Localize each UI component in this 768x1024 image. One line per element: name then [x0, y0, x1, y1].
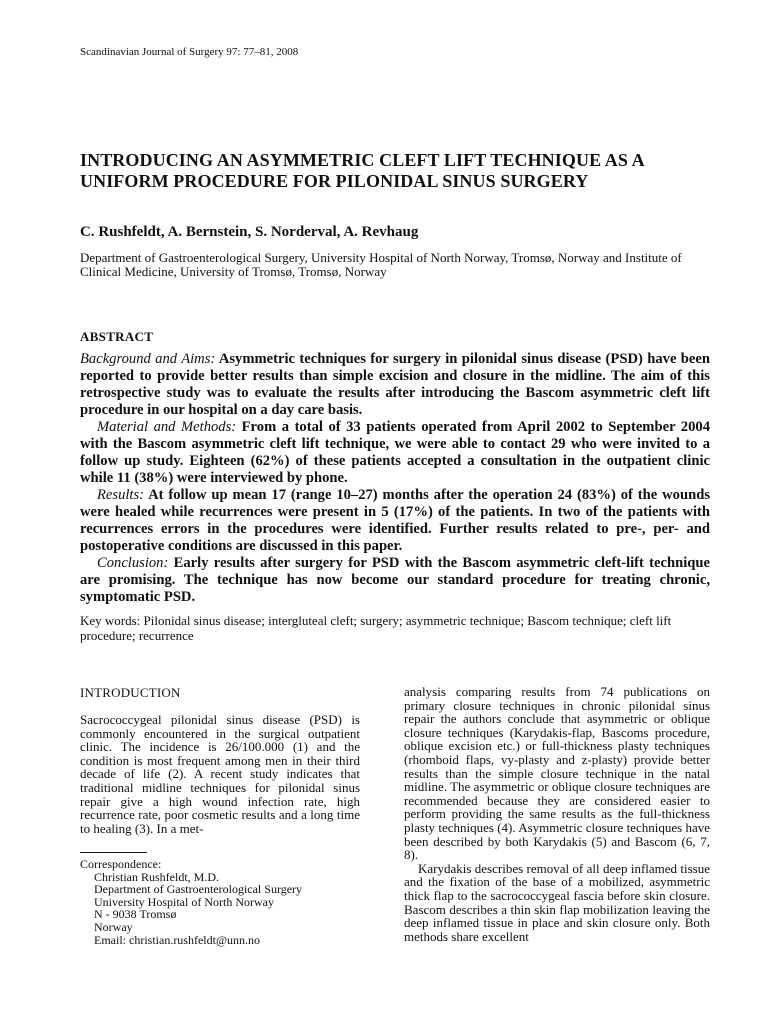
article-title: INTRODUCING AN ASYMMETRIC CLEFT LIFT TECHNIQUE AS A UNIFORM PROCEDURE FOR PILONIDAL SINUS SURGERY — [80, 150, 644, 191]
correspondence-line: Norway — [94, 919, 133, 934]
journal-reference: Scandinavian Journal of Surgery 97: 77–81, 2008 — [80, 46, 299, 58]
author-list: C. Rushfeldt, A. Bernstein, S. Norderval, A. Revhaug — [80, 224, 419, 240]
abstract-text: Early results after surgery for PSD with the Bascom asymmetric cleft-lift technique are promising. The technique has now become our standard procedure for treating chronic, symptomatic PSD. — [80, 555, 710, 605]
abstract-body — [80, 351, 710, 606]
footnote-divider — [80, 852, 147, 853]
correspondence-line: University Hospital of North Norway — [94, 894, 274, 909]
abstract-text: From a total of 33 patients operated from April 2002 to September 2004 with the Bascom asymmetric cleft lift technique, we were able to contact 29 who were invited to a follow up study. Eighteen (62%) of these patients accepted a consultation in the outpatient clinic while 11 (38%) were interviewed by phone. — [80, 419, 710, 486]
correspondence-email: Email: christian.rushfeldt@unn.no — [94, 932, 261, 947]
abstract-text: At follow up mean 17 (range 10–27) months after the operation 24 (83%) of the wounds were healed while recurrences were present in 5 (17%) of the patients. In two of the patients with recurrences errors in the procedures were identified. Further results related to pre-, per- and postoperative conditions are discussed in this paper. — [80, 487, 710, 554]
abstract-conclusion — [80, 555, 710, 606]
abstract-heading: ABSTRACT — [80, 329, 154, 344]
body-paragraph: Karydakis describes removal of all deep inflamed tissue and the fixation of the base of a mobilized, asymmetric thick flap to the sacrococcygeal fascia before skin closure. Bascom describes a thin skin flap mobilization leaving the deep inflamed tissue in place and skin closure only. Both methods share excellent — [404, 860, 710, 944]
abstract-label: Results: — [97, 487, 145, 503]
keywords: Key words: Pilonidal sinus disease; intergluteal cleft; surgery; asymmetric technique; Bascom technique; cleft lift procedure; recurrence — [80, 613, 672, 643]
correspondence-line: N - 9038 Tromsø — [94, 907, 177, 922]
abstract-text: Asymmetric techniques for surgery in pilonidal sinus disease (PSD) have been reported to provide better results than simple excision and closure in the midline. The aim of this retrospective study was to evaluate the results after introducing the Bascom asymmetric cleft lift procedure in our hospital on a day care basis. — [80, 351, 710, 418]
correspondence-block — [80, 858, 370, 946]
body-paragraph: analysis comparing results from 74 publications on primary closure techniques in chronic pilonidal sinus repair the authors conclude that asymmetric or oblique closure techniques (Karydakis-flap, Bascoms procedure, oblique excision etc.) or full-thickness plasty techniques (rhomboid flaps, vy-plasty and z-plasty) provide better results than the simple closure technique in the natal midline. The asymmetric or oblique closure techniques are recommended because they are considered easier to perform providing the same results as the full-thickness plasty techniques (4). Asymmetric closure techniques have been described by both Karydakis (5) and Bascom (6, 7, 8). — [404, 684, 710, 863]
abstract-results — [80, 487, 710, 555]
introduction-heading: INTRODUCTION — [80, 685, 181, 700]
abstract-methods — [80, 419, 710, 487]
correspondence-line: Department of Gastroenterological Surgery — [94, 882, 303, 897]
introduction-paragraph: Sacrococcygeal pilonidal sinus disease (PSD) is commonly encountered in the surgical outpatient clinic. The incidence is 26/100.000 (1) and the condition is most frequent among men in their third decade of life (2). A recent study indicates that traditional midline techniques for pilonidal sinus repair give a high wound infection rate, high recurrence rate, poor cosmetic results and a long time to healing (3). In a met- — [80, 712, 360, 836]
abstract-label: Background and Aims: — [80, 351, 216, 367]
correspondence-label: Correspondence: — [80, 857, 162, 871]
abstract-label: Conclusion: — [97, 555, 169, 571]
right-column — [404, 685, 710, 943]
correspondence-line: Christian Rushfeldt, M.D. — [94, 869, 219, 884]
abstract-background — [80, 351, 710, 419]
author-affiliation: Department of Gastroenterological Surgery, University Hospital of North Norway, Tromsø, Norway and Institute of Clinical Medicine, University of Tromsø, Tromsø, Norway — [80, 250, 682, 279]
abstract-label: Material and Methods: — [97, 419, 237, 435]
